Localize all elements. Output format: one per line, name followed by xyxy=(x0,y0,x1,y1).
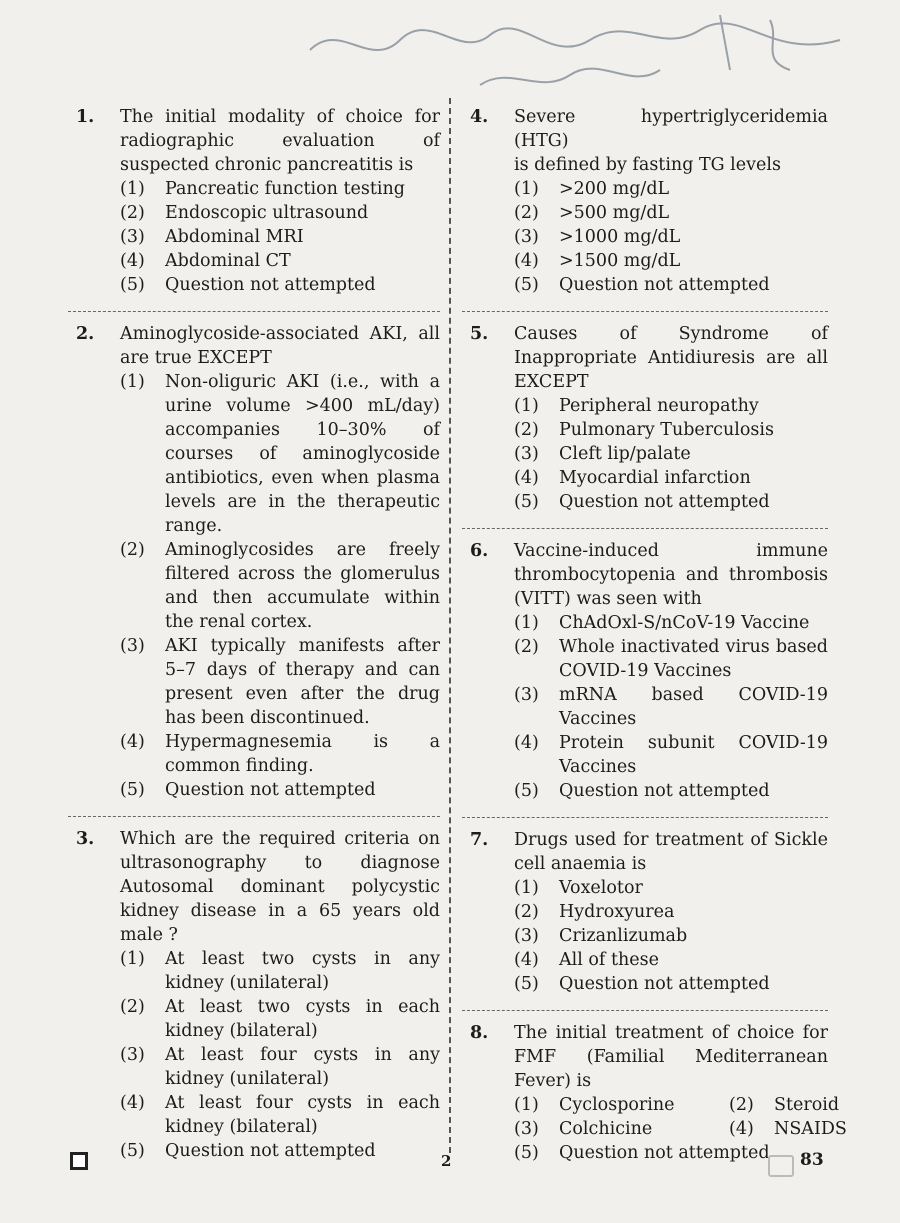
option-number: (3) xyxy=(120,1045,145,1065)
option-number: (2) xyxy=(120,203,145,223)
question-stem-line: Aminoglycoside-associated AKI, all xyxy=(120,324,440,344)
option xyxy=(514,201,828,225)
question-1 xyxy=(68,105,440,297)
option-number: (3) xyxy=(514,685,539,705)
option-text: Cleft lip/palate xyxy=(559,444,691,464)
option xyxy=(514,972,828,996)
option xyxy=(120,370,440,538)
question-number: 8. xyxy=(470,1023,489,1043)
option xyxy=(514,924,828,948)
question-6 xyxy=(462,539,828,803)
option-number: (5) xyxy=(514,1143,539,1163)
option xyxy=(729,1117,847,1141)
option xyxy=(514,731,828,779)
question-8 xyxy=(462,1021,847,1165)
question-stem-line: Autosomal dominant polycystic xyxy=(120,877,440,897)
question-stem-line: suspected chronic pancreatitis is xyxy=(120,155,414,175)
page-number: 2 xyxy=(441,1152,452,1170)
option-text: Whole inactivated virus based COVID-19 Vaccines xyxy=(559,637,828,681)
option-number: (2) xyxy=(729,1095,754,1115)
option-number: (5) xyxy=(514,275,539,295)
question-separator xyxy=(462,311,828,312)
option-number: (3) xyxy=(514,444,539,464)
option-text: Voxelotor xyxy=(559,878,643,898)
option xyxy=(514,273,828,297)
question-stem-line: Which are the required criteria on xyxy=(120,829,440,849)
option-text: >200 mg/dL xyxy=(559,179,670,199)
question-number: 3. xyxy=(76,829,95,849)
option-number: (1) xyxy=(120,179,145,199)
option-text: Hypermagnesemia is a common finding. xyxy=(165,732,440,776)
question-7 xyxy=(462,828,828,996)
option xyxy=(514,418,828,442)
option xyxy=(120,273,440,297)
option-text: Question not attempted xyxy=(559,781,770,801)
option-number: (5) xyxy=(514,781,539,801)
option xyxy=(120,1043,440,1091)
option xyxy=(120,778,440,802)
option xyxy=(514,611,828,635)
option-number: (4) xyxy=(120,1093,145,1113)
option-number: (5) xyxy=(120,275,145,295)
question-stem-line: are true EXCEPT xyxy=(120,348,272,368)
question-stem-line: ultrasonography to diagnose xyxy=(120,853,440,873)
option-text: Crizanlizumab xyxy=(559,926,688,946)
option xyxy=(120,177,440,201)
option-text: Abdominal CT xyxy=(165,251,291,271)
option-text: Aminoglycosides are freely filtered across the glomerulus and then accumulate within the renal cortex. xyxy=(165,540,440,632)
option xyxy=(120,995,440,1043)
option-text: NSAIDS xyxy=(774,1119,847,1139)
option-number: (5) xyxy=(120,1141,145,1161)
option-text: Steroid xyxy=(774,1095,840,1115)
option-number: (4) xyxy=(514,733,539,753)
option-text: mRNA based COVID-19 Vaccines xyxy=(559,685,828,729)
option-text: Abdominal MRI xyxy=(165,227,304,247)
question-separator xyxy=(462,528,828,529)
question-separator xyxy=(68,816,440,817)
option-number: (1) xyxy=(514,878,539,898)
option-number: (3) xyxy=(514,1119,539,1139)
option-number: (1) xyxy=(514,179,539,199)
option-number: (5) xyxy=(120,780,145,800)
left-column xyxy=(68,105,440,1163)
question-separator xyxy=(68,311,440,312)
question-stem-line: thrombocytopenia and thrombosis xyxy=(514,565,828,585)
option-number: (2) xyxy=(120,540,145,560)
option xyxy=(120,634,440,730)
option-number: (2) xyxy=(514,420,539,440)
option-number: (3) xyxy=(514,227,539,247)
option-text: Non-oliguric AKI (i.e., with a urine volume >400 mL/day) accompanies 10–30% of courses of aminoglycoside antibiotics, even when plasma levels are in the therapeutic range. xyxy=(165,372,440,536)
question-number: 4. xyxy=(470,107,489,127)
option-text: >1000 mg/dL xyxy=(559,227,681,247)
question-stem-line: The initial modality of choice for xyxy=(120,107,440,127)
option-number: (3) xyxy=(514,926,539,946)
option-text: Question not attempted xyxy=(559,974,770,994)
paper-code: 83 xyxy=(800,1150,824,1170)
question-stem-line: (VITT) was seen with xyxy=(514,589,702,609)
option xyxy=(514,683,828,731)
question-number: 6. xyxy=(470,541,489,561)
option-text: At least four cysts in each kidney (bilateral) xyxy=(165,1093,440,1137)
square-icon xyxy=(70,1152,88,1170)
option xyxy=(514,249,828,273)
option-text: Protein subunit COVID-19 Vaccines xyxy=(559,733,828,777)
option-text: Cyclosporine xyxy=(559,1095,675,1115)
option-number: (1) xyxy=(514,396,539,416)
option-text: All of these xyxy=(559,950,659,970)
question-stem-line: EXCEPT xyxy=(514,372,589,392)
question-stem-line: kidney disease in a 65 years old xyxy=(120,901,440,921)
option-text: Myocardial infarction xyxy=(559,468,751,488)
option xyxy=(514,1117,729,1141)
option-text: Question not attempted xyxy=(559,275,770,295)
option-row xyxy=(514,1117,847,1141)
option xyxy=(120,1091,440,1139)
option-text: Pulmonary Tuberculosis xyxy=(559,420,774,440)
option xyxy=(120,947,440,995)
option-number: (1) xyxy=(120,372,145,392)
option xyxy=(514,177,828,201)
option-number: (4) xyxy=(120,732,145,752)
option xyxy=(514,466,828,490)
question-separator xyxy=(462,817,828,818)
option-text: Pancreatic function testing xyxy=(165,179,405,199)
option-text: Question not attempted xyxy=(165,780,376,800)
option xyxy=(514,394,828,418)
option-number: (3) xyxy=(120,227,145,247)
question-stem-line: Fever) is xyxy=(514,1071,592,1091)
question-stem-line: male ? xyxy=(120,925,178,945)
option xyxy=(514,900,828,924)
option-text: At least four cysts in any kidney (unilateral) xyxy=(165,1045,440,1089)
option-text: At least two cysts in each kidney (bilateral) xyxy=(165,997,440,1041)
option-number: (2) xyxy=(514,637,539,657)
option-row xyxy=(514,1093,840,1117)
option xyxy=(514,635,828,683)
question-stem-line: cell anaemia is xyxy=(514,854,647,874)
question-stem-line: is defined by fasting TG levels xyxy=(514,155,781,175)
option-text: Question not attempted xyxy=(559,1143,770,1163)
option xyxy=(120,225,440,249)
option-text: Question not attempted xyxy=(165,1141,376,1161)
option-text: Colchicine xyxy=(559,1119,653,1139)
option xyxy=(514,490,828,514)
option-text: Question not attempted xyxy=(165,275,376,295)
option xyxy=(120,249,440,273)
option-number: (4) xyxy=(729,1119,754,1139)
option-number: (2) xyxy=(514,203,539,223)
option-number: (3) xyxy=(120,636,145,656)
question-number: 2. xyxy=(76,324,95,344)
question-separator xyxy=(462,1010,828,1011)
option-number: (4) xyxy=(514,950,539,970)
option xyxy=(120,538,440,634)
option-number: (1) xyxy=(514,613,539,633)
question-stem-line: Causes of Syndrome of xyxy=(514,324,828,344)
option-number: (4) xyxy=(120,251,145,271)
column-divider xyxy=(449,98,451,1153)
question-stem-line: Vaccine-induced immune xyxy=(514,541,828,561)
question-4 xyxy=(462,105,828,297)
option-number: (2) xyxy=(514,902,539,922)
option-text: At least two cysts in any kidney (unilateral) xyxy=(165,949,440,993)
question-2 xyxy=(68,322,440,802)
question-stem-line: Drugs used for treatment of Sickle xyxy=(514,830,828,850)
option-text: >500 mg/dL xyxy=(559,203,670,223)
faded-square-icon xyxy=(768,1155,794,1177)
option xyxy=(514,779,828,803)
question-number: 1. xyxy=(76,107,95,127)
option-text: Peripheral neuropathy xyxy=(559,396,759,416)
question-3 xyxy=(68,827,440,1163)
option-number: (2) xyxy=(120,997,145,1017)
right-column xyxy=(462,105,847,1165)
option-number: (5) xyxy=(514,974,539,994)
option xyxy=(514,1093,729,1117)
option xyxy=(514,948,828,972)
option-number: (1) xyxy=(514,1095,539,1115)
question-number: 7. xyxy=(470,830,489,850)
option xyxy=(120,730,440,778)
option-text: >1500 mg/dL xyxy=(559,251,681,271)
handwritten-note-scribble xyxy=(300,10,860,100)
question-stem-line: Severe hypertriglyceridemia (HTG) xyxy=(514,107,828,151)
question-stem-line: radiographic evaluation of xyxy=(120,131,440,151)
option-number: (5) xyxy=(514,492,539,512)
option xyxy=(120,1139,440,1163)
question-number: 5. xyxy=(470,324,489,344)
question-stem-line: Inappropriate Antidiuresis are all xyxy=(514,348,828,368)
question-stem-line: FMF (Familial Mediterranean xyxy=(514,1047,828,1067)
option-text: AKI typically manifests after 5–7 days of therapy and can present even after the drug has been discontinued. xyxy=(165,636,440,728)
option-number: (1) xyxy=(120,949,145,969)
option-text: Question not attempted xyxy=(559,492,770,512)
option xyxy=(120,201,440,225)
option xyxy=(729,1093,839,1117)
option-text: ChAdOxl-S/nCoV-19 Vaccine xyxy=(559,613,810,633)
option-number: (4) xyxy=(514,468,539,488)
option-text: Endoscopic ultrasound xyxy=(165,203,369,223)
option xyxy=(514,442,828,466)
question-stem-line: The initial treatment of choice for xyxy=(514,1023,828,1043)
option xyxy=(514,876,828,900)
option-number: (4) xyxy=(514,251,539,271)
option-text: Hydroxyurea xyxy=(559,902,675,922)
question-5 xyxy=(462,322,828,514)
option xyxy=(514,225,828,249)
